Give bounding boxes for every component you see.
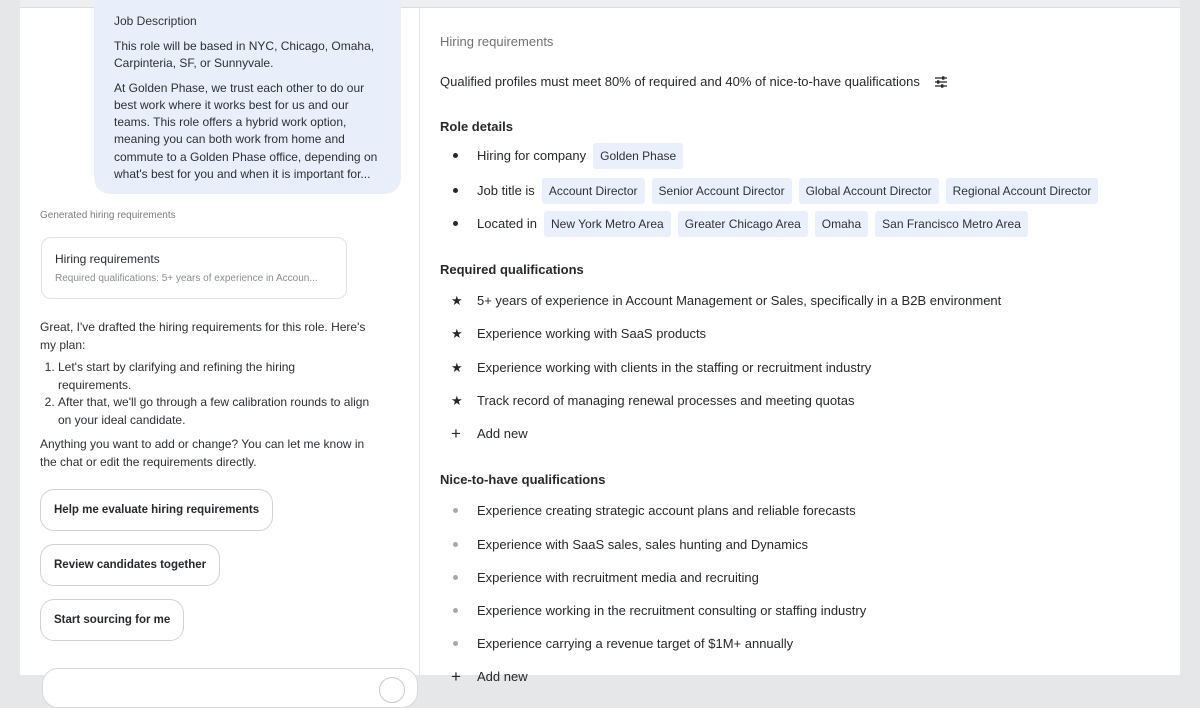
chat-panel	[20, 8, 420, 675]
location-chip[interactable]: Omaha	[815, 211, 868, 237]
bullet-dot	[453, 608, 458, 613]
company-label: Hiring for company	[477, 148, 587, 163]
bullet-dot	[453, 508, 458, 513]
plan-steps	[58, 359, 370, 429]
message-intro: Great, I've drafted the hiring requirements for this role. Here's my plan:	[40, 320, 366, 352]
company-chip[interactable]: Golden Phase	[593, 143, 683, 169]
job-title-chip[interactable]: Senior Account Director	[652, 178, 792, 204]
nice-to-have-item[interactable]	[440, 494, 866, 527]
send-icon[interactable]	[379, 677, 405, 703]
assistant-message	[40, 319, 370, 471]
nice-to-have-text: Experience with recruitment media and recruiting	[477, 570, 759, 585]
nice-to-have-text: Experience creating strategic account plans and reliable forecasts	[477, 503, 856, 518]
message-outro: Anything you want to add or change? You can let me know in the chat or edit the requirements directly.	[40, 437, 365, 469]
job-title-chip[interactable]: Regional Account Director	[946, 178, 1099, 204]
job-title-chip[interactable]: Global Account Director	[799, 178, 939, 204]
bullet-dot	[453, 153, 458, 158]
bullet-dot	[453, 221, 458, 226]
job-title-row	[440, 174, 1098, 207]
qualification-rule-text: Qualified profiles must meet 80% of required and 40% of nice-to-have qualifications	[440, 74, 920, 89]
location-label: Located in	[477, 216, 537, 231]
app-frame	[20, 0, 1180, 686]
required-item-text: Experience working with SaaS products	[477, 326, 707, 341]
required-item-text: 5+ years of experience in Account Management or Sales, specifically in a B2B environment	[477, 293, 1002, 308]
bullet-dot	[453, 188, 458, 193]
role-details-list	[440, 141, 1098, 240]
sliders-icon[interactable]	[934, 75, 948, 89]
nice-to-have-item[interactable]	[440, 527, 866, 561]
start-sourcing-button[interactable]: Start sourcing for me	[40, 599, 184, 641]
star-icon: ★	[451, 359, 463, 375]
add-new-label: Add new	[477, 426, 528, 441]
star-icon: ★	[451, 293, 463, 308]
location-chip[interactable]: San Francisco Metro Area	[875, 211, 1028, 237]
job-description-bubble	[94, 0, 401, 194]
star-icon: ★	[451, 326, 463, 341]
required-item[interactable]	[440, 284, 1001, 317]
star-icon: ★	[451, 393, 463, 408]
requirements-panel	[421, 8, 1180, 686]
review-candidates-button[interactable]: Review candidates together	[40, 544, 220, 586]
bullet-dot	[453, 641, 458, 646]
section-label: Hiring requirements	[440, 34, 554, 49]
card-title: Hiring requirements	[55, 252, 160, 266]
card-subtitle: Required qualifications: 5+ years of experience in Accoun...	[55, 273, 318, 284]
evaluate-requirements-button[interactable]: Help me evaluate hiring requirements	[40, 489, 273, 531]
bullet-dot	[453, 542, 458, 547]
job-title-label: Job title is	[477, 183, 535, 198]
nice-to-have-text: Experience with SaaS sales, sales hunting and Dynamics	[477, 536, 808, 552]
qualification-rule	[440, 74, 948, 89]
nice-to-have-text: Experience working in the recruitment consulting or staffing industry	[477, 603, 867, 618]
nice-to-have-heading: Nice-to-have qualifications	[440, 472, 606, 487]
location-chip[interactable]: New York Metro Area	[544, 211, 671, 237]
add-nice-to-have-button[interactable]	[440, 660, 866, 693]
role-details-heading: Role details	[440, 119, 513, 134]
location-row	[440, 207, 1098, 240]
required-item-text: Track record of managing renewal processes and meeting quotas	[477, 393, 855, 408]
hiring-requirements-card[interactable]	[41, 237, 347, 299]
nice-to-have-item[interactable]	[440, 561, 866, 594]
required-item[interactable]	[440, 384, 1001, 417]
add-required-button[interactable]	[440, 417, 1001, 450]
plan-step: 2. After that, we'll go through a few calibration rounds to align on your ideal candidate.	[58, 394, 370, 429]
job-title-chip[interactable]: Account Director	[542, 178, 645, 204]
company-row	[440, 141, 1098, 170]
plan-step: 1. Let's start by clarifying and refining the hiring requirements.	[58, 359, 370, 394]
job-description-title: Job Description	[114, 14, 197, 28]
nice-to-have-item[interactable]	[440, 627, 866, 660]
job-description-paragraph: At Golden Phase, we trust each other to do our best work where it works best for us and our teams. This role offers a hybrid work option, meaning you can both work from home and commute to a Golden Phase office, depending on what's best for you and when it is important for...	[114, 80, 378, 182]
location-chip[interactable]: Greater Chicago Area	[678, 211, 808, 237]
generated-requirements-label: Generated hiring requirements	[40, 210, 176, 221]
required-item[interactable]	[440, 350, 1001, 384]
nice-to-have-text: Experience carrying a revenue target of $1M+ annually	[477, 636, 794, 651]
job-description-paragraph: This role will be based in NYC, Chicago, Omaha, Carpinteria, SF, or Sunnyvale.	[114, 39, 375, 71]
nice-to-have-item[interactable]	[440, 594, 866, 627]
required-item[interactable]	[440, 317, 1001, 350]
required-list	[440, 284, 1001, 450]
required-heading: Required qualifications	[440, 262, 584, 277]
plus-icon: +	[451, 424, 461, 443]
chat-input[interactable]	[42, 668, 418, 708]
bullet-dot	[453, 575, 458, 580]
nice-to-have-list	[440, 494, 866, 693]
plus-icon: +	[451, 667, 461, 686]
required-item-text: Experience working with clients in the staffing or recruitment industry	[477, 359, 872, 375]
add-new-label: Add new	[477, 669, 528, 684]
